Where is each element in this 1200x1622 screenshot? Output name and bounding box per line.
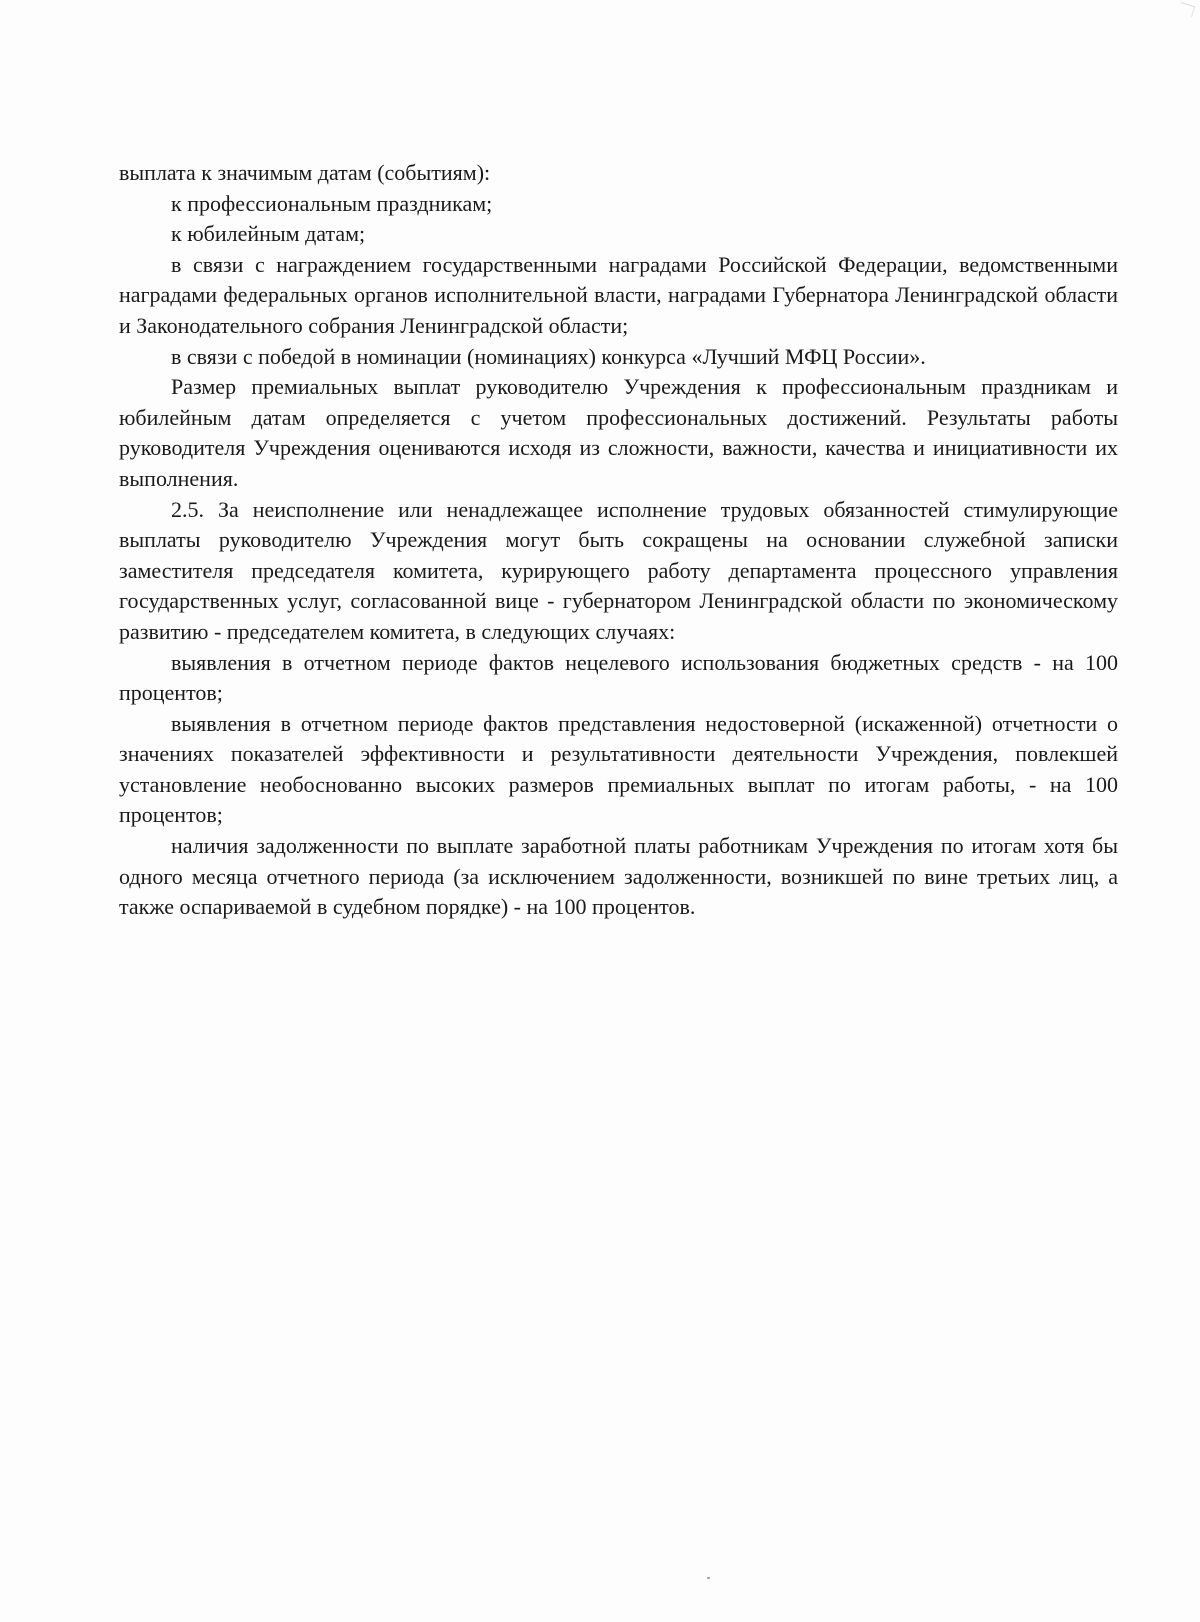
scan-speck xyxy=(707,1577,710,1579)
paragraph-intro: выплата к значимым датам (событиям): xyxy=(119,160,491,185)
paragraph-state-awards: в связи с награждением государственными наградами Российской Федерации, ведомственными наградами федеральных органов исполнительной власти, наградами Губернатора Ленинградской области и Законодательного собрания Ленинградской области; xyxy=(119,251,1118,338)
paragraph-bonus-size: Размер премиальных выплат руководителю Учреждения к профессиональным праздникам и юбилейным датам определяется с учетом профессиональных достижений. Результаты работы руководителя Учреждения оцениваются исходя из сложности, важности, качества и инициативности их выполнения. xyxy=(119,374,1118,491)
document-body xyxy=(119,158,1118,923)
page-corner-fold xyxy=(1178,2,1196,17)
paragraph-misuse-of-funds: выявления в отчетном периоде фактов нецелевого использования бюджетных средств - на 100 процентов; xyxy=(119,649,1118,706)
paragraph-section-2-5: 2.5. За неисполнение или ненадлежащее исполнение трудовых обязанностей стимулирующие выплаты руководителю Учреждения могут быть сокращены на основании служебной записки заместителя председателя комитета, курирующего работу департамента процессного управления государственных услуг, согласованной вице - губернатором Ленинградской области по экономическому развитию - председателем комитета, в следующих случаях: xyxy=(119,496,1118,644)
paragraph-wage-arrears: наличия задолженности по выплате заработной платы работникам Учреждения по итогам хотя бы одного месяца отчетного периода (за исключением задолженности, возникшей по вине третьих лиц, а также оспариваемой в судебном порядке) - на 100 процентов. xyxy=(119,833,1118,920)
paragraph-false-reporting: выявления в отчетном периоде фактов представления недостоверной (искаженной) отчетности о значениях показателей эффективности и результативности деятельности Учреждения, повлекшей установление необоснованно высоких размеров премиальных выплат по итогам работы, - на 100 процентов; xyxy=(119,710,1118,828)
paragraph-anniversary-dates: к юбилейным датам; xyxy=(171,221,366,247)
paragraph-contest-victory: в связи с победой в номинации (номинациях) конкурса «Лучший МФЦ России». xyxy=(171,343,926,369)
paragraph-professional-holidays: к профессиональным праздникам; xyxy=(171,190,493,216)
